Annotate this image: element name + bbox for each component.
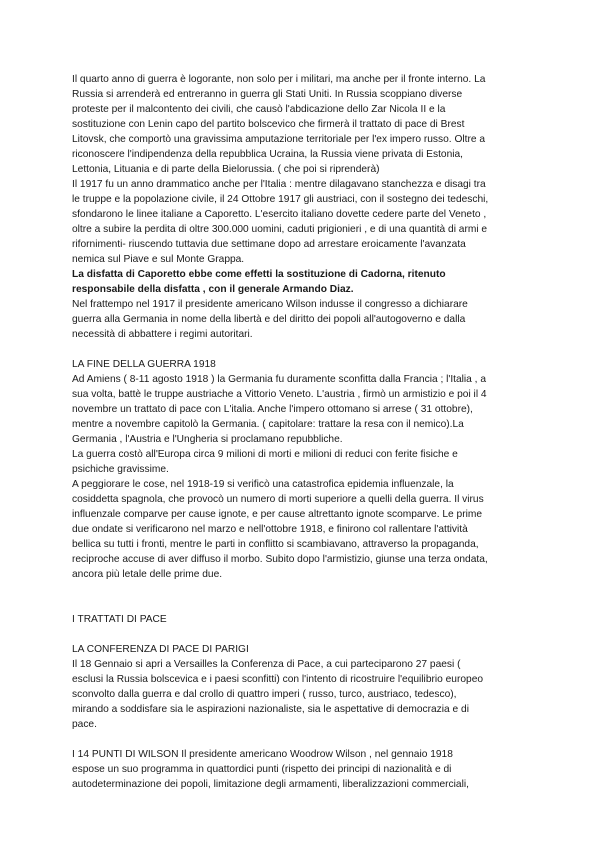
text-line: mentre a novembre capitolò la Germania. ( capitolare: trattare la resa con il nemico).La — [72, 419, 464, 430]
section-heading-trattati: I TRATTATI DI PACE — [72, 614, 167, 625]
section-heading-conferenza: LA CONFERENZA DI PACE DI PARIGI — [72, 644, 249, 655]
text-line: Il quarto anno di guerra è logorante, non solo per i militari, ma anche per il fronte interno. La — [72, 74, 486, 85]
text-line: Nel frattempo nel 1917 il presidente americano Wilson indusse il congresso a dichiarare — [72, 299, 468, 310]
text-line: rifornimenti- riuscendo tuttavia due settimane dopo ad arrestare eroicamente l'avanzata — [72, 239, 466, 250]
text-line: reciproche accuse di aver diffuso il morbo. Subito dopo l'armistizio, giunse una terza ondata, — [72, 554, 488, 565]
text-line: I 14 PUNTI DI WILSON Il presidente americano Woodrow Wilson , nel gennaio 1918 — [72, 749, 453, 760]
text-line: sfondarono le linee italiane a Caporetto. L'esercito italiano dovette cedere parte del Veneto , — [72, 209, 487, 220]
text-line: due ondate si verificarono nel marzo e nell'ottobre 1918, e finirono col rallentare l'attività — [72, 524, 468, 535]
text-line: Ad Amiens ( 8-11 agosto 1918 ) la Germania fu duramente sconfitta dalla Francia ; l'Italia , a — [72, 374, 486, 385]
section-heading-fine-guerra: LA FINE DELLA GUERRA 1918 — [72, 359, 216, 370]
text-line: pace. — [72, 719, 97, 730]
spacer — [72, 732, 536, 747]
text-line: le truppe e la popolazione civile, il 24 Ottobre 1917 gli austriaci, con il sostegno dei tedeschi, — [72, 194, 489, 205]
bold-text-line: responsabile della disfatta , con il generale Armando Diaz. — [72, 284, 354, 295]
spacer — [72, 342, 536, 357]
text-line: Litovsk, che comportò una gravissima amputazione territoriale per l'ex impero russo. Oltre a — [72, 134, 486, 145]
text-line: La guerra costò all'Europa circa 9 milioni di morti e milioni di reduci con ferite fisiche e — [72, 449, 458, 460]
text-line: necessità di abbattere i regimi autoritari. — [72, 329, 253, 340]
text-line: Il 18 Gennaio si apri a Versailles la Conferenza di Pace, a cui parteciparono 27 paesi ( — [72, 659, 461, 670]
paragraph-wilson-1917 — [72, 297, 536, 342]
text-line: cosiddetta spagnola, che provocò un numero di morti superiore a quelli della guerra. Il virus — [72, 494, 484, 505]
text-line: sostituzione con Lenin capo del partito bolscevico che firmerà il trattato di pace di Brest — [72, 119, 465, 130]
text-line: sua volta, battè le truppe austriache a Vittorio Veneto. L'austria , firmò un armistizio e poi il 4 — [72, 389, 487, 400]
text-line: proteste per il malcontento dei civili, che causò l'abdicazione dello Zar Nicola II e la — [72, 104, 446, 115]
paragraph-fine-guerra — [72, 372, 536, 582]
paragraph-conferenza — [72, 657, 536, 732]
text-line: ancora più letale delle prime due. — [72, 569, 223, 580]
text-line: riconoscere l'indipendenza della repubblica Ucraina, la Russia viene privata di Estonia, — [72, 149, 463, 160]
text-line: Germania , l'Austria e l'Ungheria si proclamano repubbliche. — [72, 434, 343, 445]
text-line: sconvolto dalla guerra e dal crollo di quattro imperi ( russo, turco, austriaco, tedesco), — [72, 689, 457, 700]
text-line: espose un suo programma in quattordici punti (rispetto dei principi di nazionalità e di — [72, 764, 452, 775]
text-line: oltre a subire la perdita di oltre 300.000 uomini, caduti prigionieri , e di una quantità di armi e — [72, 224, 488, 235]
text-line: Il 1917 fu un anno drammatico anche per l'Italia : mentre dilagavano stanchezza e disagi tra — [72, 179, 486, 190]
text-line: bellica su tutti i fronti, mentre le parti in conflitto si scambiavano, attraverso la propaganda, — [72, 539, 479, 550]
text-line: psichiche gravissime. — [72, 464, 169, 475]
text-line: influenzale comparve per cause ignote, e per cause altrettanto ignote scomparve. Le prime — [72, 509, 482, 520]
text-line: A peggiorare le cose, nel 1918-19 si verificò una catastrofica epidemia influenzale, la — [72, 479, 454, 490]
paragraph-russia-caporetto — [72, 72, 536, 297]
spacer — [72, 582, 536, 612]
text-line: nemica sul Piave e sul Monte Grappa. — [72, 254, 245, 265]
paragraph-14-punti — [72, 747, 536, 792]
bold-text-line: La disfatta di Caporetto ebbe come effetti la sostituzione di Cadorna, ritenuto — [72, 269, 446, 280]
text-line: Russia si arrenderà ed entreranno in guerra gli Stati Uniti. In Russia scoppiano diverse — [72, 89, 463, 100]
text-line: autodeterminazione dei popoli, limitazione degli armamenti, liberalizzazioni commerciali, — [72, 779, 469, 790]
text-line: esclusi la Russia bolscevica e i paesi sconfitti) con l'intento di ricostruire l'equilibrio europeo — [72, 674, 484, 685]
spacer — [72, 627, 536, 642]
text-line: mirando a soddisfare sia le aspirazioni nazionaliste, sia le aspettative di democrazia e di — [72, 704, 469, 715]
text-line: Lettonia, Lituania e di parte della Bielorussia. ( che poi si riprenderà) — [72, 164, 380, 175]
text-line: novembre un trattato di pace con L'italia. Anche l'impero ottomano si arrese ( 31 ottobre), — [72, 404, 473, 415]
text-line: guerra alla Germania in nome della libertà e del diritto dei popoli all'autogoverno e dalla — [72, 314, 466, 325]
